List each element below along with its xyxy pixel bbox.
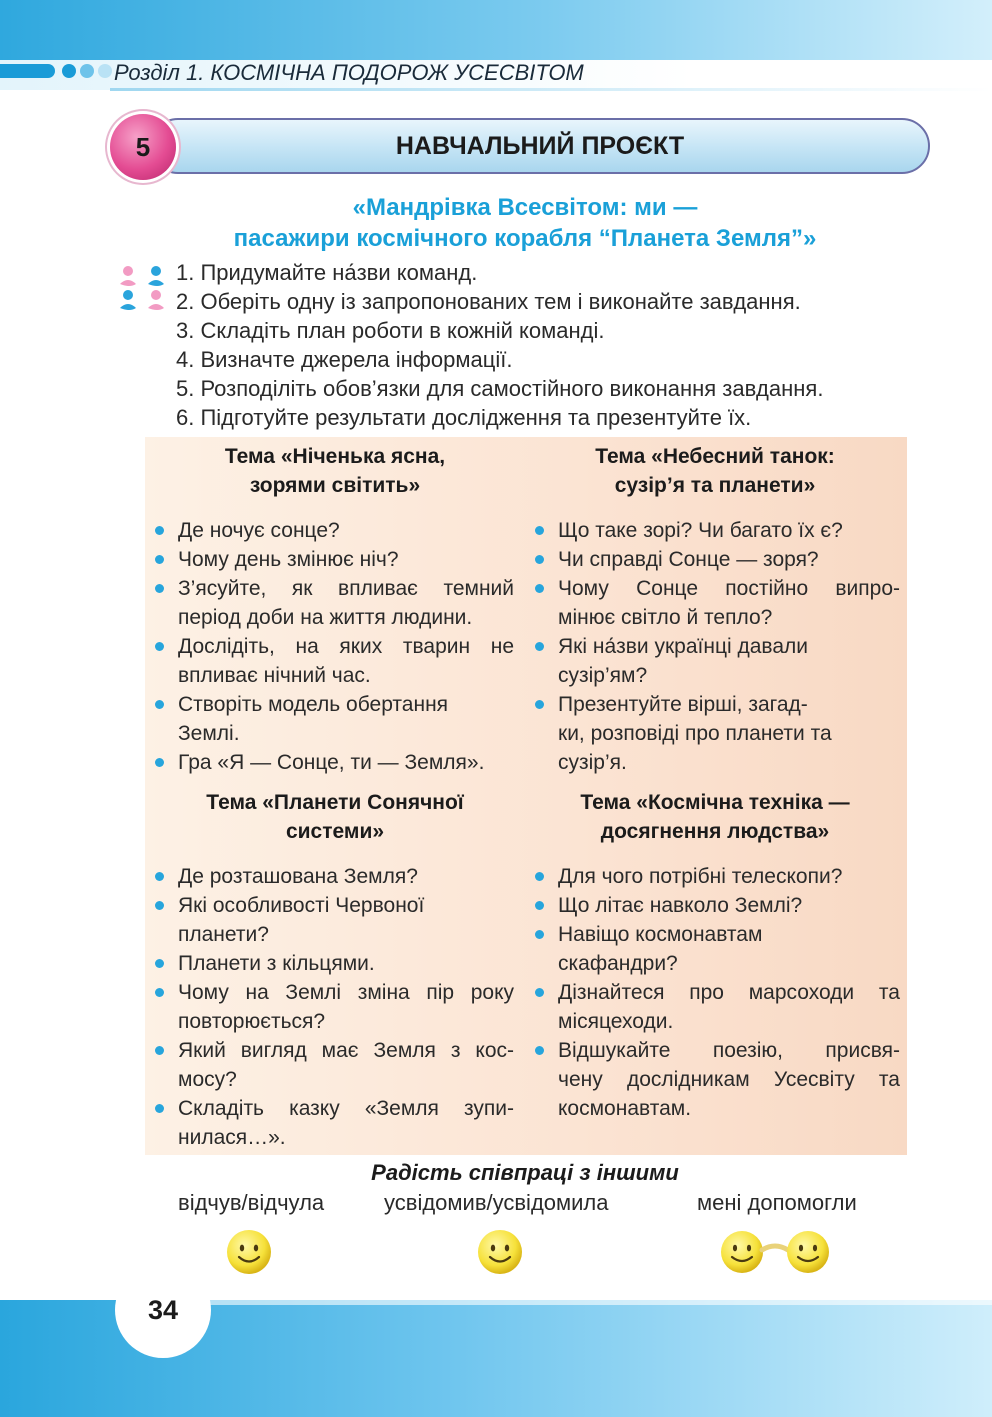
- list-item: Презентуйте вірші, загад- ки, розповіді про планети та сузір’я.: [534, 690, 900, 777]
- list-item: Який вигляд має Земля з кос- мосу?: [154, 1036, 514, 1094]
- list-item: Де ночує сонце?: [154, 516, 514, 545]
- list-item: Дослідіть, на яких тварин не впливає нічний час.: [154, 632, 514, 690]
- topic-2-questions: [534, 516, 900, 777]
- list-item: Для чого потрібні телескопи?: [534, 862, 900, 891]
- list-item: Планети з кільцями.: [154, 949, 514, 978]
- reflection-label-helped: мені допомогли: [697, 1190, 857, 1215]
- topic-2-title: [535, 442, 895, 500]
- list-item: Чому Сонце постійно випро- мінює світло й тепло?: [534, 574, 900, 632]
- list-item: Чи справді Сонце — зоря?: [534, 545, 900, 574]
- list-item: Відшукайте поезію, присвя- чену дослідникам Усесвіту та космонавтам.: [534, 1036, 900, 1123]
- section-title: Розділ 1. КОСМІЧНА ПОДОРОЖ УСЕСВІТОМ: [114, 60, 584, 85]
- list-item: Гра «Я — Сонце, ти — Земля».: [154, 748, 514, 777]
- step-item: 6. Підготуйте результати дослідження та презентуйте їх.: [176, 405, 752, 430]
- list-item: Чому на Землі зміна пір року повторюється?: [154, 978, 514, 1036]
- topic-title-line: сузір’я та планети»: [614, 474, 816, 497]
- project-number: 5: [135, 132, 151, 162]
- smiley-icon[interactable]: [225, 1228, 273, 1276]
- project-number-badge: [110, 114, 176, 180]
- subtitle-line-1: «Мандрівка Всесвітом: ми —: [352, 194, 698, 221]
- list-item: Де розташована Земля?: [154, 862, 514, 891]
- topic-title-line: Тема «Планети Сонячної: [206, 791, 464, 814]
- two-smileys-holding-hands-icon[interactable]: [720, 1228, 830, 1276]
- list-item: Які на́зви українці давали сузір’ям?: [534, 632, 900, 690]
- list-item: З’ясуйте, як впливає темний період доби на життя людини.: [154, 574, 514, 632]
- header-dot-icon: [98, 64, 112, 78]
- smiley-icon[interactable]: [476, 1228, 524, 1276]
- step-item: 1. Придумайте на́зви команд.: [176, 260, 478, 285]
- step-item: 3. Складіть план роботи в кожній команді.: [176, 318, 605, 343]
- topic-3-questions: [154, 862, 514, 1152]
- steps-list: [176, 258, 823, 432]
- list-item: Що таке зорі? Чи багато їх є?: [534, 516, 900, 545]
- list-item: Дізнайтеся про марсоходи та місяцеходи.: [534, 978, 900, 1036]
- list-item: Навіщо космонавтам скафандри?: [534, 920, 900, 978]
- topic-title-line: досягнення людства»: [600, 820, 830, 843]
- list-item: Створіть модель обертання Землі.: [154, 690, 514, 748]
- topic-title-line: зорями світить»: [249, 474, 421, 497]
- reflection-label-realized: усвідомив/усвідомила: [384, 1190, 609, 1215]
- reflection-label-felt: відчув/відчула: [178, 1190, 325, 1215]
- footer-divider: [205, 1300, 992, 1305]
- list-item: Що літає навколо Землі?: [534, 891, 900, 920]
- reflection-title: Радість співпраці з іншими: [371, 1160, 679, 1185]
- topic-title-line: Тема «Небесний танок:: [595, 445, 835, 468]
- project-title: НАВЧАЛЬНИЙ ПРОЄКТ: [395, 132, 685, 160]
- topic-title-line: Тема «Ніченька ясна,: [224, 445, 446, 468]
- topic-3-title: [155, 788, 515, 846]
- team-work-icon: [118, 262, 168, 316]
- header-divider: [110, 88, 992, 91]
- header-band: [0, 0, 992, 60]
- topic-1-title: [155, 442, 515, 500]
- topic-4-title: [535, 788, 895, 846]
- step-item: 5. Розподіліть обов’язки для самостійного виконання завдання.: [176, 376, 824, 401]
- page-number: 34: [147, 1295, 179, 1325]
- step-item: 4. Визначте джерела інформації.: [176, 347, 513, 372]
- step-item: 2. Оберіть одну із запропонованих тем і виконайте завдання.: [176, 289, 801, 314]
- subtitle-line-2: пасажири космічного корабля “Планета Земля”»: [233, 225, 817, 252]
- list-item: Чому день змінює ніч?: [154, 545, 514, 574]
- list-item: Які особливості Червоної планети?: [154, 891, 514, 949]
- header-dot-icon: [80, 64, 94, 78]
- topic-title-line: системи»: [285, 820, 385, 843]
- header-dot-icon: [62, 64, 76, 78]
- topic-4-questions: [534, 862, 900, 1123]
- project-subtitle: [150, 192, 900, 254]
- topic-title-line: Тема «Космічна техніка —: [580, 791, 850, 814]
- list-item: Складіть казку «Земля зупи- нилася…».: [154, 1094, 514, 1152]
- topic-1-questions: [154, 516, 514, 777]
- header-bar-decoration: [0, 64, 55, 78]
